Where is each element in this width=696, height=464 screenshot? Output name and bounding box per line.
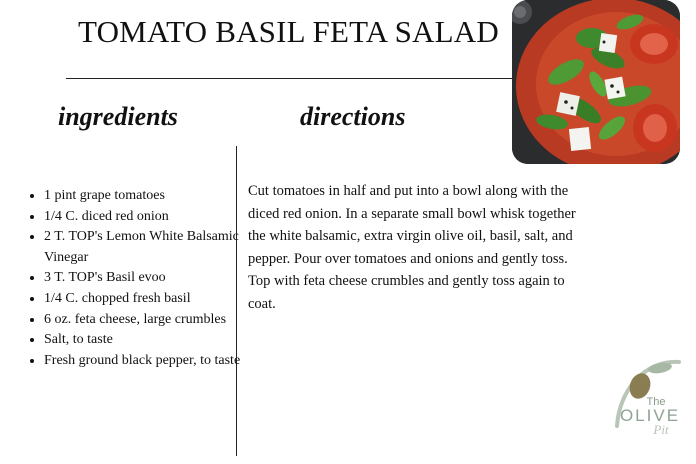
logo-pit: Pit: [653, 422, 669, 437]
olive-pit-logo: [613, 356, 683, 446]
logo-olive: OLIVE: [619, 406, 681, 425]
ingredient-item: • Fresh ground black pepper, to taste: [44, 351, 256, 372]
ingredient-item: • 1/4 C. diced red onion: [44, 207, 256, 228]
column-divider: [236, 146, 237, 456]
ingredient-item: • 2 T. TOP's Lemon White Balsamic Vinegar: [44, 227, 256, 268]
directions-text: Cut tomatoes in half and put into a bowl along with the diced red onion. In a separate small bowl whisk together the white balsamic, extra virgin olive oil, basil, salt, and pepper. Pour over tomatoes and onions and gently toss. Top with feta cheese crumbles and gently toss again to coat.: [248, 183, 576, 312]
ingredients-heading: ingredients: [58, 102, 178, 131]
title-rule: [66, 78, 512, 79]
ingredient-item: • 6 oz. feta cheese, large crumbles: [44, 310, 256, 331]
ingredient-item: • Salt, to taste: [44, 330, 256, 351]
ingredient-item: • 3 T. TOP's Basil evoo: [44, 268, 256, 289]
logo-the: The: [646, 396, 666, 408]
ingredient-item: • 1 pint grape tomatoes: [44, 186, 256, 207]
ingredients-list: [22, 186, 256, 371]
ingredient-item: • 1/4 C. chopped fresh basil: [44, 289, 256, 310]
directions-heading: directions: [300, 102, 406, 131]
recipe-title: TOMATO BASIL FETA SALAD: [78, 14, 499, 49]
salad-photo: [512, 0, 680, 164]
